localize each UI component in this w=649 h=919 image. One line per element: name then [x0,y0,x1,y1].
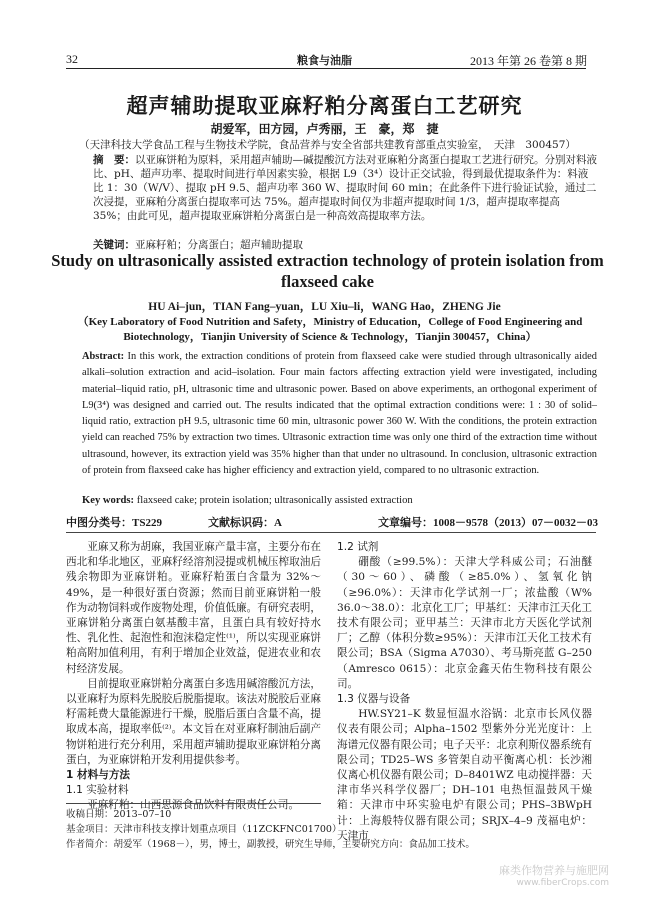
abstract-en-text: In this work, the extraction conditions of protein from flaxseed cake were studied through ultrasonically aided alkali–solution extraction and acid–isolation. Four main factors affecting extraction yield were investigated, including material–liquid ratio, pH, ultrasonic time and ultrasonic power. Based on above experiments, an orthogonal experiment of L9(3⁴) was designed and carried out. The results indicated that the optimal extraction conditions were: 1 : 30 of solid–liquid ratio, extraction pH 9.5, ultrasonic time 60 min, ultrasonic power 360 W. With the conditions, the protein extraction yield can reached 75% by extraction two times. Ultrasonic extraction time was only one third of the extraction time without ultrasound, however, its extraction yield was 35% higher than that under no ultrasound. In conclusion, ultrasonic extraction of protein from flaxseed cake has higher efficiency and extraction yield, compared to no ultrasonic extraction. [82,351,597,477]
materials-paragraph: 亚麻籽粕：山西思源食品饮料有限责任公司。 [87,799,300,812]
watermark-line-2: www.fiberCrops.com [516,878,609,888]
keywords-en-label: Key words: [82,495,135,506]
keywords-cn-text: 亚麻籽粕；分离蛋白；超声辅助提取 [135,239,303,251]
header-rule [66,68,586,69]
subsection-heading-1-1: 1.1 实验材料 [66,784,129,797]
clc-number: 中图分类号：TS229 [66,517,162,529]
abstract-cn-text: 以亚麻饼粕为原料，采用超声辅助—碱提酸沉方法对亚麻粕分离蛋白提取工艺进行研究。分别对料液比、pH、超声功率、提取时间进行单因素实验，根据 L9（3⁴）设计正交试验，得到最优提取条件为：料液比 1：30（W/V）、提取 pH 9.5、超声功率 360 W、提取时间 60 min；在此条件下进行验证试验，通过二次浸提，亚麻粕分离蛋白提取率可达 75%。超声提取时间仅为非超声提取时间 1/3，超声提取率提高 35%；由此可见，超声提取亚麻饼粕分离蛋白是一种高效高提取率方法。 [93,154,597,222]
journal-name: 粮食与油脂 [297,54,352,67]
page-number: 32 [66,52,78,66]
affiliation-en: （Key Laboratory of Food Nutrition and Safety，Ministry of Education，College of Food Engineering and Biotechnology，Tianjin University of Science & Technology，Tianjin 300457，China） [77,316,583,343]
intro-paragraph-1: 亚麻又称为胡麻，我国亚麻产量丰富，主要分布在西北和华北地区，亚麻籽经溶剂浸提或机械压榨取油后残余物即为亚麻饼粕。亚麻籽粕蛋白含量为 32%～49%，是一种很好蛋白资源；然而目前亚麻饼粕一般作为动物饲料或作废物处理，价值低廉。有研究表明，亚麻饼粕分离蛋白氨基酸丰富，且蛋白具有较好持水性、乳化性、起泡性和泡沫稳定性⁽¹⁾，所以实现亚麻饼粕高附加值利用，有利于增加企业效益，促进农业和农村经济发展。 [66,541,321,675]
authors-en: HU Ai–jun，TIAN Fang–yuan，LU Xiu–li，WANG Hao，ZHENG Jie [148,301,501,313]
article-number: 文章编号：1008－9578（2013）07－0032－03 [378,517,598,529]
abstract-en-label: Abstract: [82,351,125,362]
subsection-heading-1-3: 1.3 仪器与设备 [337,693,411,706]
author-bio: 作者简介：胡爱军（1968－），男，博士，副教授，研究生导师，主要研究方向：食品加工技术。 [66,839,475,850]
intro-paragraph-2: 目前提取亚麻饼粕分离蛋白多选用碱溶酸沉方法，以亚麻籽为原料先脱胶后脱脂提取。该法对脱胶后亚麻籽需耗费大量能源进行干燥，脱脂后蛋白含量不高，提取成本高，提取率低⁽²⁾。本文旨在对亚麻籽制油后副产物饼粕进行充分利用，采用超声辅助提取亚麻饼粕分离蛋白，为亚麻饼粕开发利用提供参考。 [66,677,321,766]
title-en: Study on ultrasonically assisted extraction technology of protein isolation from flaxseed cake [51,251,604,291]
authors-cn: 胡爱军，田方园，卢秀丽，王 豪，郑 捷 [210,122,439,136]
fund-note: 基金项目：天津市科技支撑计划重点项目（11ZCKFNC01700） [66,824,342,835]
subsection-heading-1-2: 1.2 试剂 [337,541,379,553]
meta-rule [66,532,596,533]
issue-info: 2013 年第 26 卷第 8 期 [469,54,587,68]
equipment-paragraph: HW.SY21–K 数显恒温水浴锅：北京市长风仪器仪表有限公司；Alpha–1502 型紫外分光光度计：上海谱元仪器有限公司；电子天平：北京利斯仪器系统有限公司；TD25–WS 多管架自动平衡离心机：长沙湘仪离心机仪器有限公司；D–8401WZ 电动搅拌器：天津市华兴科学仪器厂；DH–101 电热恒温鼓风干燥箱：天津市中环实验电炉有限公司；PHS–3BWpH 计：上海般特仪器有限公司；SRJX–4–9 茂福电炉：天津市 [337,708,592,842]
reagents-paragraph: 硼酸（≥99.5%）：天津大学科威公司；石油醚（30～60）、磷酸（≥85.0%）、氢氧化钠（≥96.0%）：天津市化学试剂一厂；浓盐酸（W% 36.0～38.0）：北京化工厂；甲基红：天津市江天化工技术有限公司；亚甲基兰：天津市北方天医化学试剂厂；乙醇（体积分数≥95%）：天津市江天化工技术有限公司；BSA（Sigma A7030）、考马斯亮蓝 G–250（Amresco 0615）：北京金鑫天佑生物科技有限公司。 [337,556,592,690]
watermark-line-1: 麻类作物营养与施肥网 [499,864,609,877]
title-cn: 超声辅助提取亚麻籽粕分离蛋白工艺研究 [126,93,523,118]
document-code: 文献标识码：A [208,517,282,529]
received-date: 收稿日期：2013–07–10 [66,809,172,820]
abstract-en [82,349,597,479]
body-right-column [337,540,592,844]
affiliation-cn: （天津科技大学食品工程与生物技术学院，食品营养与安全省部共建教育部重点实验室， 天津 300457） [79,139,576,151]
body-left-column [66,540,321,814]
keywords-en [82,495,597,506]
site-watermark [499,865,609,889]
keywords-en-text: flaxseed cake; protein isolation; ultrasonically assisted extraction [136,495,413,506]
abstract-cn [93,153,597,223]
abstract-cn-label: 摘 要： [93,154,135,166]
footnote-rule [66,803,321,804]
keywords-cn-label: 关键词： [93,239,135,251]
section-heading-materials: 1 材料与方法 [66,769,131,782]
